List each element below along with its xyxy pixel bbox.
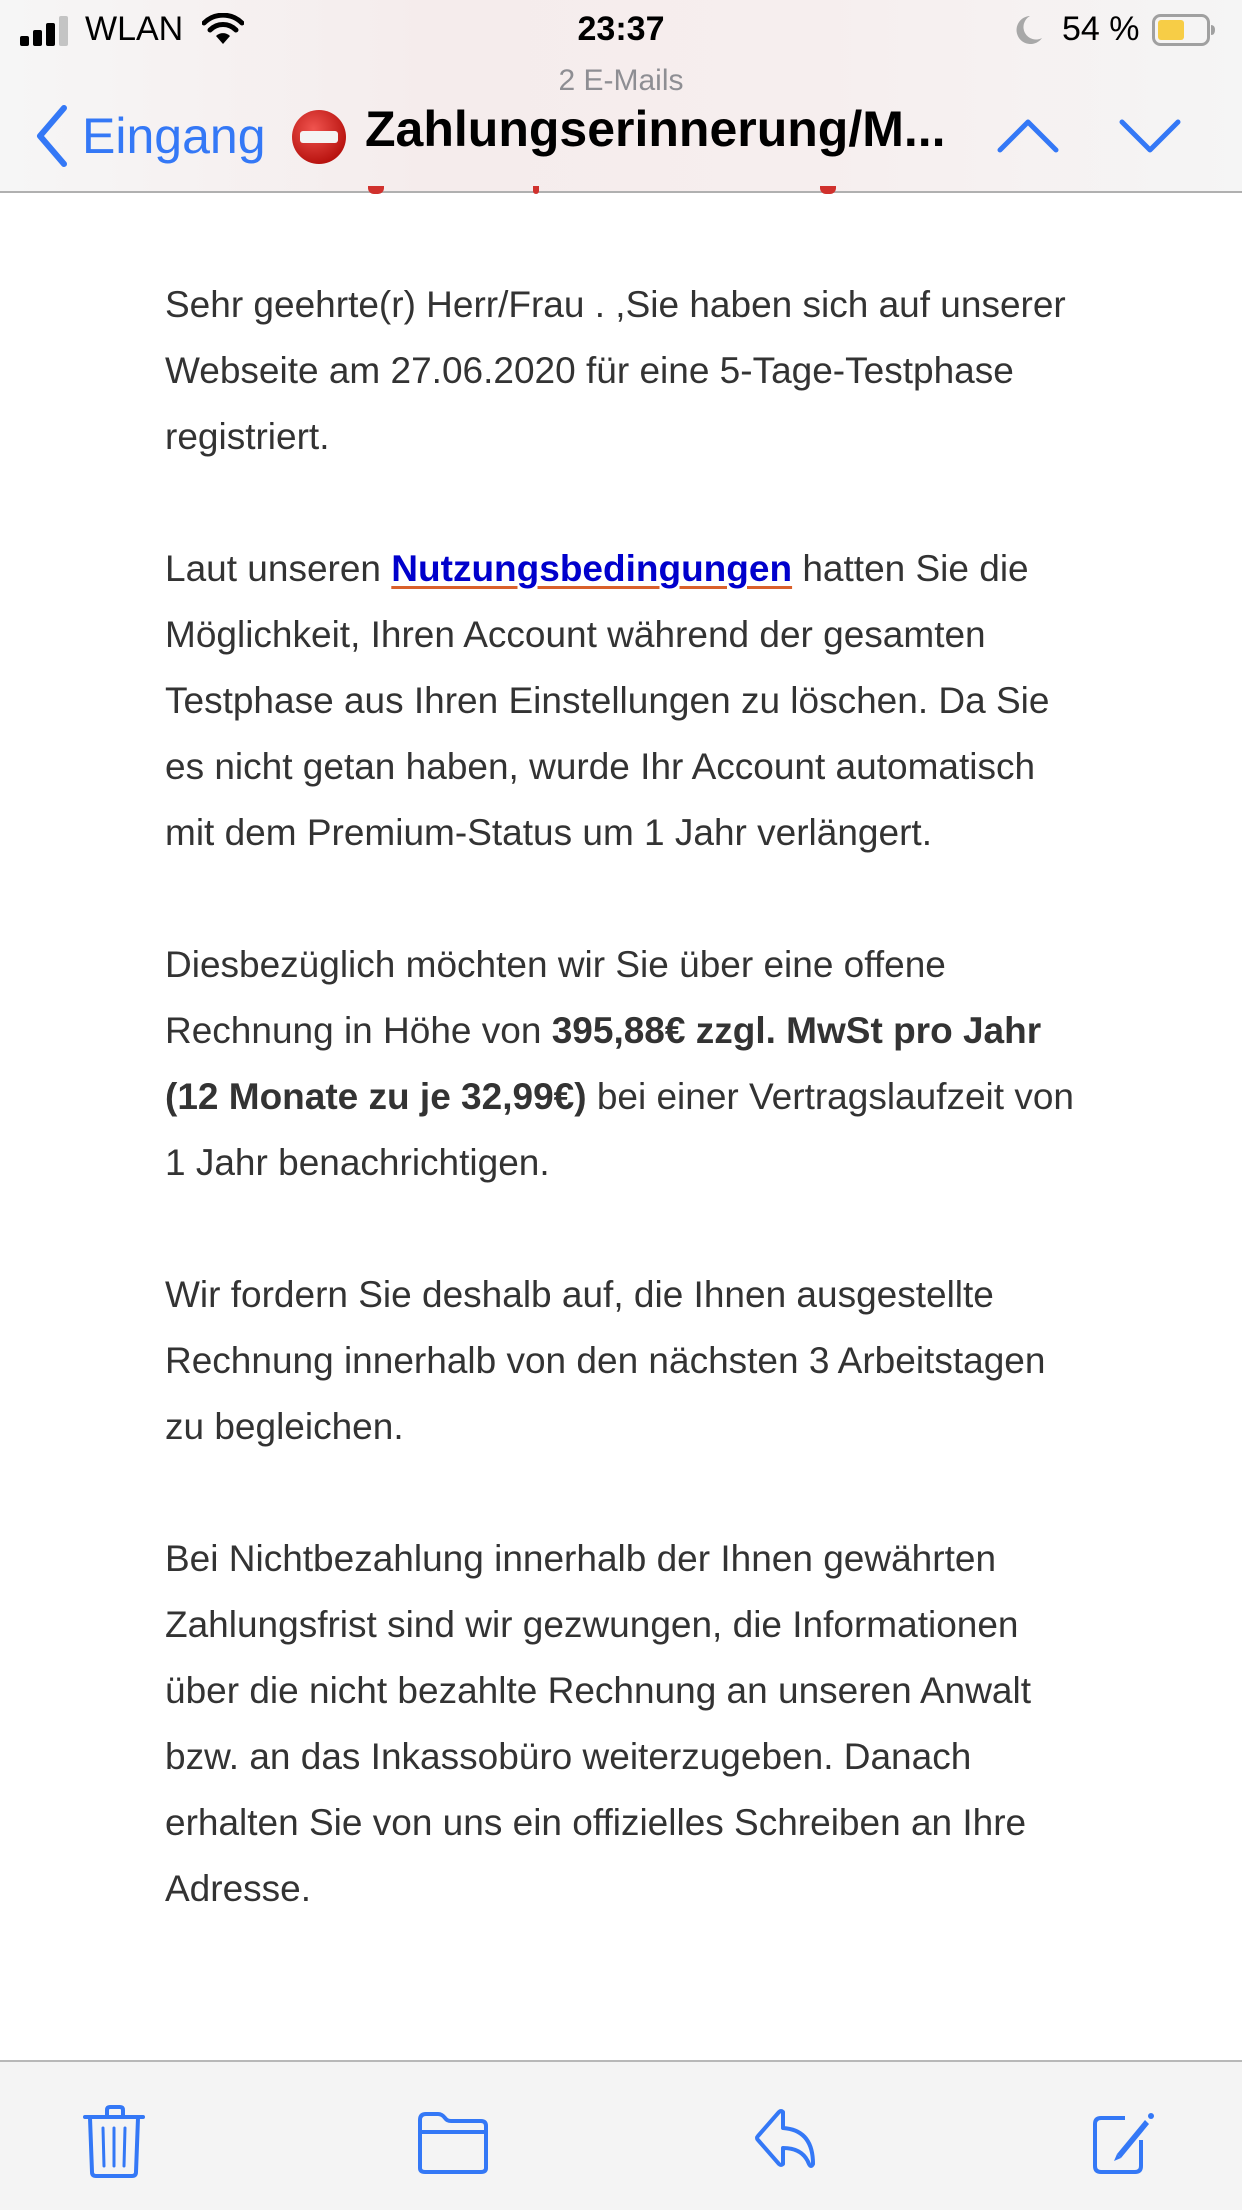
trash-icon: [83, 2104, 153, 2180]
paragraph-text: Diesbezüglich möchten wir Sie über eine offene Rechnung in Höhe von: [165, 944, 946, 1051]
email-paragraph: Wir fordern Sie deshalb auf, die Ihnen ausgestellte Rechnung innerhalb von den nächsten 3 Arbeitstagen zu begleichen.: [165, 1274, 1046, 1447]
move-to-folder-button[interactable]: [412, 2102, 492, 2182]
invoice-amount: 395,88€ zzgl. MwSt pro Jahr (12 Monate zu je 32,99€): [165, 1010, 1042, 1117]
reply-icon: [753, 2104, 823, 2180]
message-count: 2 E-Mails: [558, 64, 684, 97]
battery-percentage: 54 %: [1062, 10, 1140, 48]
folder-icon: [412, 2104, 492, 2180]
navigation-bar: [0, 60, 1242, 190]
status-bar: [0, 0, 1242, 60]
email-subject-title: Zahlungserinnerung/M...: [365, 101, 946, 157]
clock: 23:37: [577, 10, 665, 48]
delete-button[interactable]: [78, 2102, 158, 2182]
back-button[interactable]: [34, 96, 266, 176]
email-body: [165, 272, 1085, 1988]
paragraph-text: hatten Sie die Möglichkeit, Ihren Account während der gesamten Testphase aus Ihren Einstellungen zu löschen. Da Sie es nicht getan haben, wurde Ihr Account automatisch mit dem Premium-Status um 1 Jahr verlängert.: [165, 548, 1050, 853]
back-label: Eingang: [82, 108, 266, 164]
scrolled-heading-remnant: [820, 186, 836, 194]
scrolled-heading-remnant: [368, 186, 384, 194]
chevron-left-icon: [34, 104, 68, 168]
do-not-disturb-moon-icon: [1014, 14, 1044, 46]
no-entry-icon: [290, 108, 348, 166]
carrier-label: WLAN: [85, 10, 184, 48]
chevron-up-icon[interactable]: [996, 106, 1060, 166]
battery-icon: [1152, 14, 1216, 46]
terms-link[interactable]: Nutzungsbedingungen: [391, 548, 793, 589]
compose-icon: [1087, 2104, 1157, 2180]
chevron-down-icon[interactable]: [1118, 106, 1182, 166]
paragraph-text: bei einer Vertragslaufzeit von 1 Jahr benachrichtigen.: [165, 1076, 1074, 1183]
mail-header: [0, 0, 1242, 193]
email-paragraph: Bei Nichtbezahlung innerhalb der Ihnen gewährten Zahlungsfrist sind wir gezwungen, die Informationen über die nicht bezahlte Rechnung an unseren Anwalt bzw. an das Inkassobüro weiterzugeben. Danach erhalten Sie von uns ein offizielles Schreiben an Ihre Adresse.: [165, 1538, 1031, 1909]
email-paragraph: Sehr geehrte(r) Herr/Frau . ,Sie haben sich auf unserer Webseite am 27.06.2020 für eine 5-Tage-Testphase registriert.: [165, 284, 1066, 457]
compose-button[interactable]: [1082, 2102, 1162, 2182]
email-paragraph: [165, 932, 1085, 1196]
reply-button[interactable]: [748, 2102, 828, 2182]
bottom-toolbar: [0, 2060, 1242, 2210]
scrolled-heading-remnant: [533, 186, 539, 194]
paragraph-text: Laut unseren: [165, 548, 392, 589]
email-paragraph: [165, 536, 1085, 866]
